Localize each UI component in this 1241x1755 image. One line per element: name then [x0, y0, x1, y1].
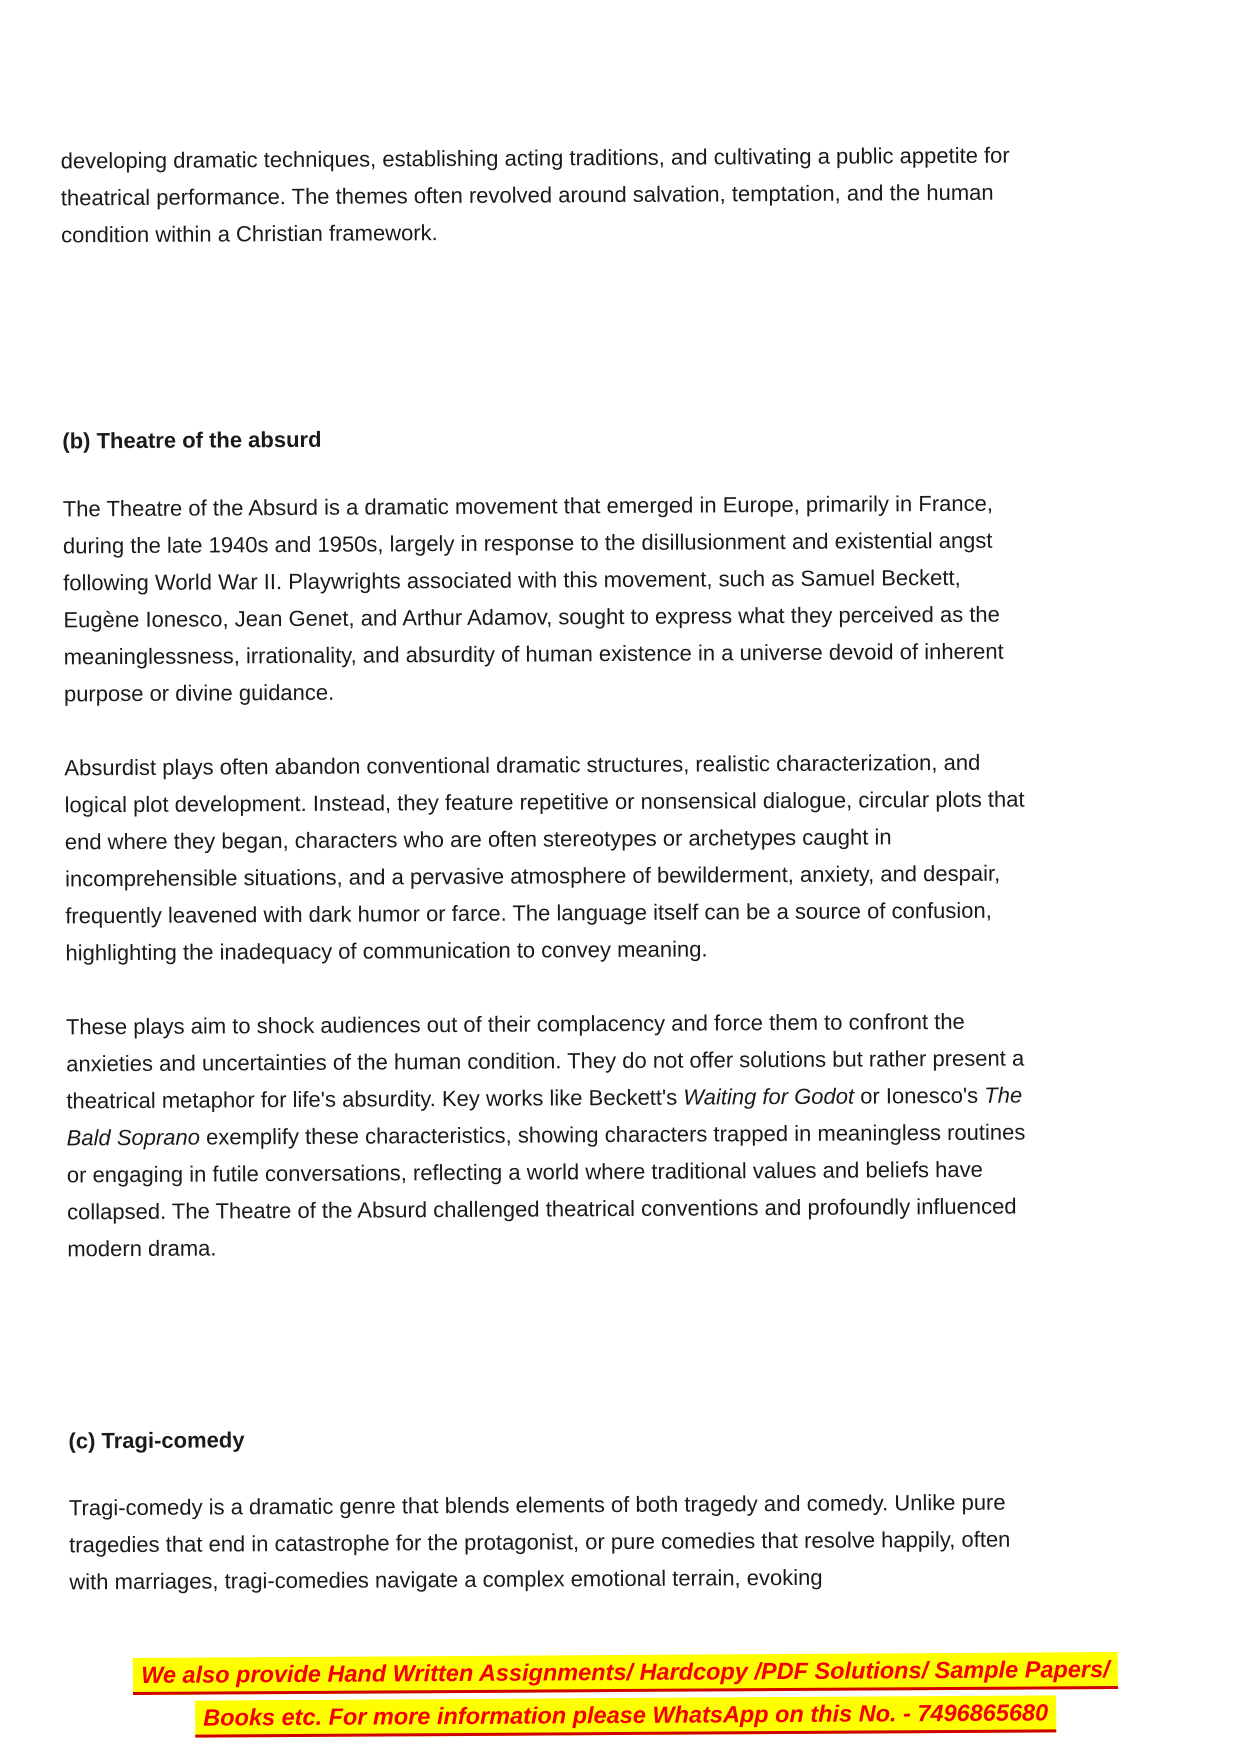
section-b-paragraph-3 [66, 1002, 1036, 1267]
promo-banner-line-1-row [5, 1650, 1241, 1701]
promo-banner-line-1: We also provide Hand Written Assignments/ Hardcopy /PDF Solutions/ Sample Papers/ [133, 1652, 1118, 1695]
text-run: exemplify these characteristics, showing characters trapped in meaningless routines or engaging in futile conversations, reflecting a world where traditional values and beliefs have collapsed. The Theatre of the Absurd challenged theatrical conventions and profoundly influenced modern drama. [66, 1119, 1026, 1262]
promo-banner [5, 1650, 1241, 1744]
text-run: or Ionesco's [854, 1082, 985, 1109]
section-b-paragraph-2: Absurdist plays often abandon conventional dramatic structures, realistic characterization, and logical plot development. Instead, they feature repetitive or nonsensical dialogue, circular plots that end where they began, characters who are often stereotypes or archetypes caught in incomprehensible situations, and a pervasive atmosphere of bewilderment, anxiety, and despair, frequently leavened with dark humor or farce. The language itself can be a source of confusion, highlighting the inadequacy of communication to convey meaning. [64, 749, 1025, 966]
italic-title-waiting-for-godot: Waiting for Godot [683, 1083, 855, 1110]
promo-banner-line-2: Books etc. For more information please WhatsApp on this No. - 7496865680 [195, 1695, 1056, 1737]
italic-title-the-bald-soprano: The Bald Soprano [66, 1082, 1023, 1151]
promo-banner-line-2-row [5, 1693, 1241, 1744]
text-run: These plays aim to shock audiences out of their complacency and force them to confront the anxieties and uncertainties of the human condition. They do not offer solutions but rather present a theatrical metaphor for life's absurdity. Key works like Beckett's [65, 1008, 1025, 1114]
section-c-paragraph: Tragi-comedy is a dramatic genre that blends elements of both tragedy and comedy. Unlike pure tragedies that end in catastrophe for the protagonist, or pure comedies that resolve happily, often with marriages, tragi-comedies navigate a complex emotional terrain, evoking [68, 1489, 1011, 1595]
section-b-heading: (b) Theatre of the absurd [62, 426, 322, 454]
section-c-heading: (c) Tragi-comedy [68, 1427, 245, 1454]
section-b-paragraph-1: The Theatre of the Absurd is a dramatic movement that emerged in Europe, primarily in France, during the late 1940s and 1950s, largely in response to the disillusionment and existential angst following World War II. Playwrights associated with this movement, such as Samuel Beckett, Eugène Ionesco, Jean Genet, and Arthur Adamov, sought to express what they perceived as the meaninglessness, irrationality, and absurdity of human existence in a universe devoid of inherent purpose or divine guidance. [62, 490, 1004, 707]
continued-paragraph: developing dramatic techniques, establishing acting traditions, and cultivating a public appetite for theatrical performance. The themes often revolved around salvation, temptation, and the human condition within a Christian framework. [60, 142, 1010, 248]
